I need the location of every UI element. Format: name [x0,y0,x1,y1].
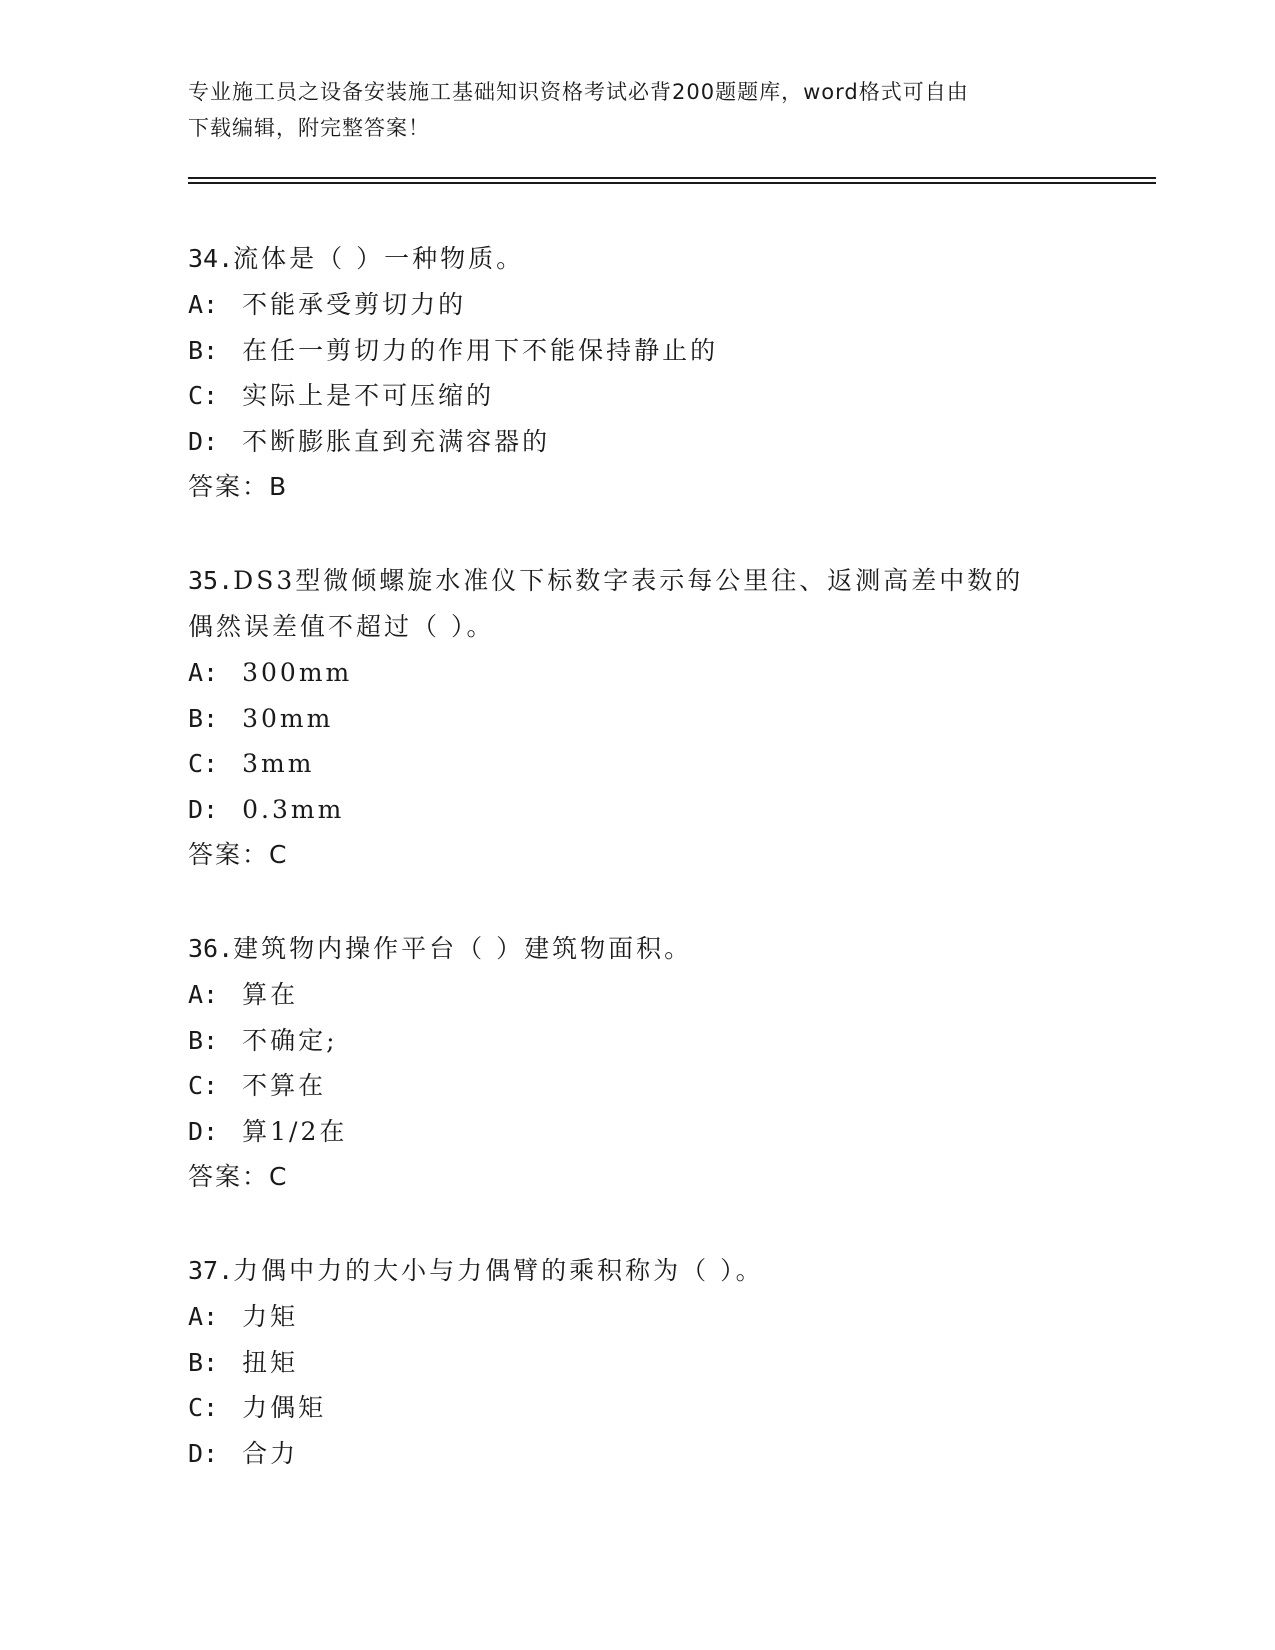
option-text: 扭矩 [242,1347,299,1377]
header-rule-top [188,177,1156,179]
question-34 [188,236,1088,510]
option-letter: C: [188,1393,219,1422]
question-36 [188,926,1088,1200]
question-stem [188,236,1088,282]
option-text: 力矩 [242,1302,299,1331]
option-letter: B: [188,1025,219,1055]
option-text: 不确定; [242,1025,338,1055]
option-letter: B: [188,703,219,733]
option-c [188,1385,1088,1431]
option-letter: C: [188,1071,219,1100]
option-text: 不算在 [242,1071,327,1100]
option-text: 在任一剪切力的作用下不能保持静止的 [242,335,719,365]
header-rule-bottom [188,182,1156,184]
option-c [188,373,1088,419]
option-b [188,1018,1088,1064]
option-text: 力偶矩 [242,1393,327,1422]
option-letter: B: [188,1347,219,1377]
option-d [188,1109,1088,1155]
option-letter: A: [188,290,219,319]
option-c [188,741,1088,787]
option-letter: B: [188,335,219,365]
header-line-2: 下载编辑，附完整答案！ [188,116,430,140]
question-stem [188,1248,1088,1294]
option-d [188,1431,1088,1477]
option-text: 3mm [242,749,315,778]
question-number: 37. [188,1256,234,1285]
option-text: 算在 [242,980,299,1009]
question-number: 36. [188,934,234,963]
question-text: 力偶中力的大小与力偶臂的乘积称为（ ）。 [233,1256,764,1285]
option-letter: D: [188,1116,219,1146]
answer-line: 答案：C [188,1162,289,1191]
option-letter: D: [188,794,219,824]
option-text: 30mm [242,703,334,733]
option-text: 算1/2在 [242,1116,348,1146]
document-header [188,74,1068,146]
answer-line: 答案：B [188,472,289,501]
option-letter: A: [188,980,219,1009]
option-text: 实际上是不可压缩的 [242,381,495,410]
question-list [188,236,1088,1524]
option-text: 300mm [242,658,353,687]
option-a [188,282,1088,328]
option-a [188,972,1088,1018]
option-c [188,1063,1088,1109]
question-text: 建筑物内操作平台（ ）建筑物面积。 [233,934,693,963]
option-letter: C: [188,749,219,778]
option-b [188,328,1088,374]
option-a [188,1294,1088,1340]
option-a [188,650,1088,696]
question-stem [188,558,1048,650]
question-number: 35. [188,566,234,595]
option-letter: A: [188,1302,219,1331]
question-35 [188,558,1088,878]
answer-line: 答案：C [188,840,289,869]
option-text: 不断膨胀直到充满容器的 [242,426,551,456]
option-letter: A: [188,658,219,687]
header-line-1: 专业施工员之设备安装施工基础知识资格考试必背200题题库，word格式可自由 [188,80,969,104]
option-b [188,1340,1088,1386]
option-b [188,696,1088,742]
option-letter: D: [188,426,219,456]
option-text: 合力 [242,1438,299,1468]
option-d [188,787,1088,833]
option-text: 0.3mm [242,794,345,824]
option-letter: D: [188,1438,219,1468]
question-stem [188,926,1088,972]
question-text: DS3型微倾螺旋水准仪下标数字表示每公里往、返测高差中数的偶然误差值不超过（ ）。 [188,566,1024,641]
option-text: 不能承受剪切力的 [242,290,467,319]
option-letter: C: [188,381,219,410]
question-37 [188,1248,1088,1476]
option-d [188,419,1088,465]
question-number: 34. [188,244,234,273]
question-text: 流体是（ ）一种物质。 [233,244,525,273]
